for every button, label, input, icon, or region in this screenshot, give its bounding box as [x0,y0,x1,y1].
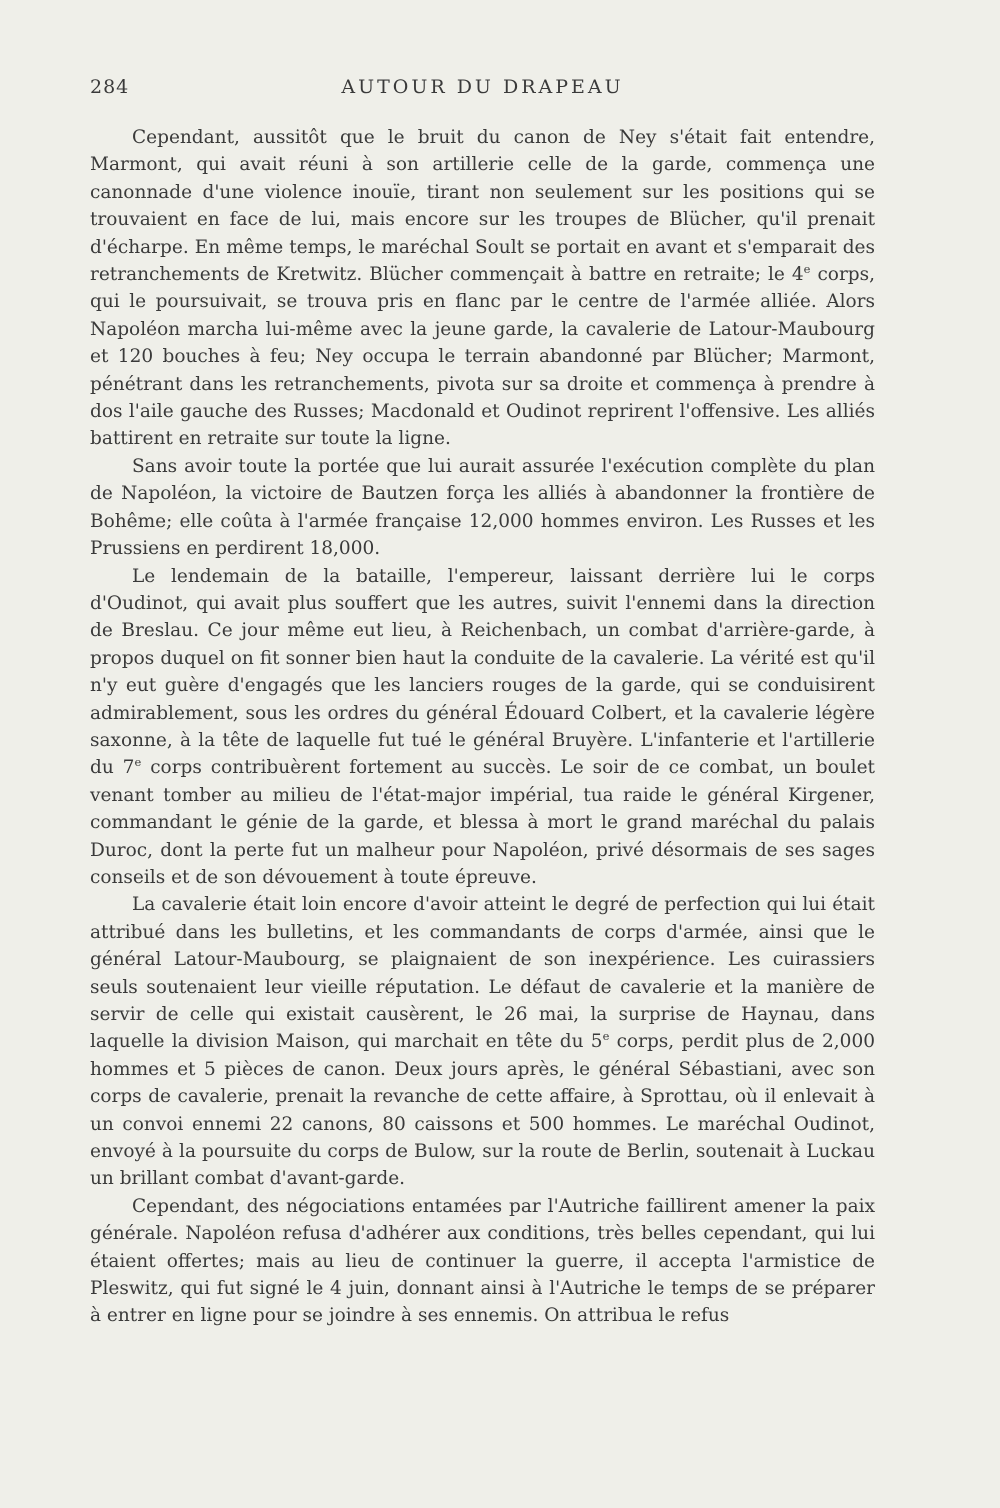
paragraph-5 [90,1193,875,1330]
paragraph-2 [90,453,875,563]
paragraph-4 [90,891,875,1192]
paragraph-3-text-b: corps contribuèrent fortement au succès. Le soir de ce combat, un boulet venant tomber au milieu de l'état-major impérial, tua raide le général Kirgener, commandant le génie de la garde, et blessa à mort le grand maréchal du palais Duroc, dont la perte fut un malheur pour Napoléon, privé désormais de ses sages conseils et de son dévouement à toute épreuve. [90,757,875,888]
page-number: 284 [90,76,130,98]
paragraph-3-text-a: Le lendemain de la bataille, l'empereur, laissant derrière lui le corps d'Oudinot, qui avait plus souffert que les autres, suivit l'ennemi dans la direction de Breslau. Ce jour même eut lieu, à Reichenbach, un combat d'arrière-garde, à propos duquel on fit sonner bien haut la conduite de la cavalerie. La vérité est qu'il n'y eut guère d'engagés que les lanciers rouges de la garde, qui se conduisirent admirablement, sous les ordres du général Édouard Colbert, et la cavalerie légère saxonne, à la tête de laquelle fut tué le général Bruyère. L'infanterie et l'artillerie du 7 [90,565,875,779]
superscript-ordinal: e [803,261,811,276]
running-title: AUTOUR DU DRAPEAU [341,76,624,98]
body-text [90,124,875,1330]
paragraph-2-text: Sans avoir toute la portée que lui aurait assurée l'exécution complète du plan de Napoléon, la victoire de Bautzen força les alliés à abandonner la frontière de Bohême; elle coûta à l'armée française 12,000 hommes environ. Les Russes et les Prussiens en perdirent 18,000. [90,455,875,560]
paragraph-1-text-b: corps, qui le poursuivait, se trouva pris en flanc par le centre de l'armée alliée. Alors Napoléon marcha lui-même avec la jeune garde, la cavalerie de Latour-Maubourg et 120 bouches à feu; Ney occupa le terrain abandonné par Blücher; Marmont, pénétrant dans les retranchements, pivota sur sa droite et commença à prendre à dos l'aile gauche des Russes; Macdonald et Oudinot reprirent l'offensive. Les alliés battirent en retraite sur toute la ligne. [90,264,875,450]
paragraph-3 [90,563,875,892]
paragraph-5-text: Cependant, des négociations entamées par l'Autriche faillirent amener la paix générale. Napoléon refusa d'adhérer aux conditions, très belles cependant, qui lui étaient offertes; mais au lieu de continuer la guerre, il accepta l'armistice de Pleswitz, qui fut signé le 4 juin, donnant ainsi à l'Autriche le temps de se préparer à entrer en ligne pour se joindre à ses ennemis. On attribua le refus [90,1195,875,1327]
paragraph-4-text-b: corps, perdit plus de 2,000 hommes et 5 pièces de canon. Deux jours après, le général Sébastiani, avec son corps de cavalerie, prenait la revanche de cette affaire, à Sprottau, où il enlevait à un convoi ennemi 22 canons, 80 caissons et 500 hommes. Le maréchal Oudinot, envoyé à la poursuite du corps de Bulow, sur la route de Berlin, soutenait à Luckau un brillant combat d'avant-garde. [90,1031,875,1190]
paragraph-1 [90,124,875,453]
running-head [90,76,875,106]
superscript-ordinal: e [134,755,142,770]
superscript-ordinal: e [602,1029,610,1044]
paragraph-1-text-a: Cependant, aussitôt que le bruit du canon de Ney s'était fait entendre, Marmont, qui avait réuni à son artillerie celle de la garde, commença une canonnade d'une violence inouïe, tirant non seulement sur les positions qui se trouvaient en face de lui, mais encore sur les troupes de Blücher, qu'il prenait d'écharpe. En même temps, le maréchal Soult se portait en avant et s'emparait des retranchements de Kretwitz. Blücher commençait à battre en retraite; le 4 [90,127,875,286]
paragraph-4-text-a: La cavalerie était loin encore d'avoir atteint le degré de perfection qui lui était attribué dans les bulletins, et les commandants de corps d'armée, ainsi que le général Latour-Maubourg, se plaignaient de son inexpérience. Les cuirassiers seuls soutenaient leur vieille réputation. Le défaut de cavalerie et la manière de servir de celle qui existait causèrent, le 26 mai, la surprise de Haynau, dans laquelle la division Maison, qui marchait en tête du 5 [90,894,875,1053]
